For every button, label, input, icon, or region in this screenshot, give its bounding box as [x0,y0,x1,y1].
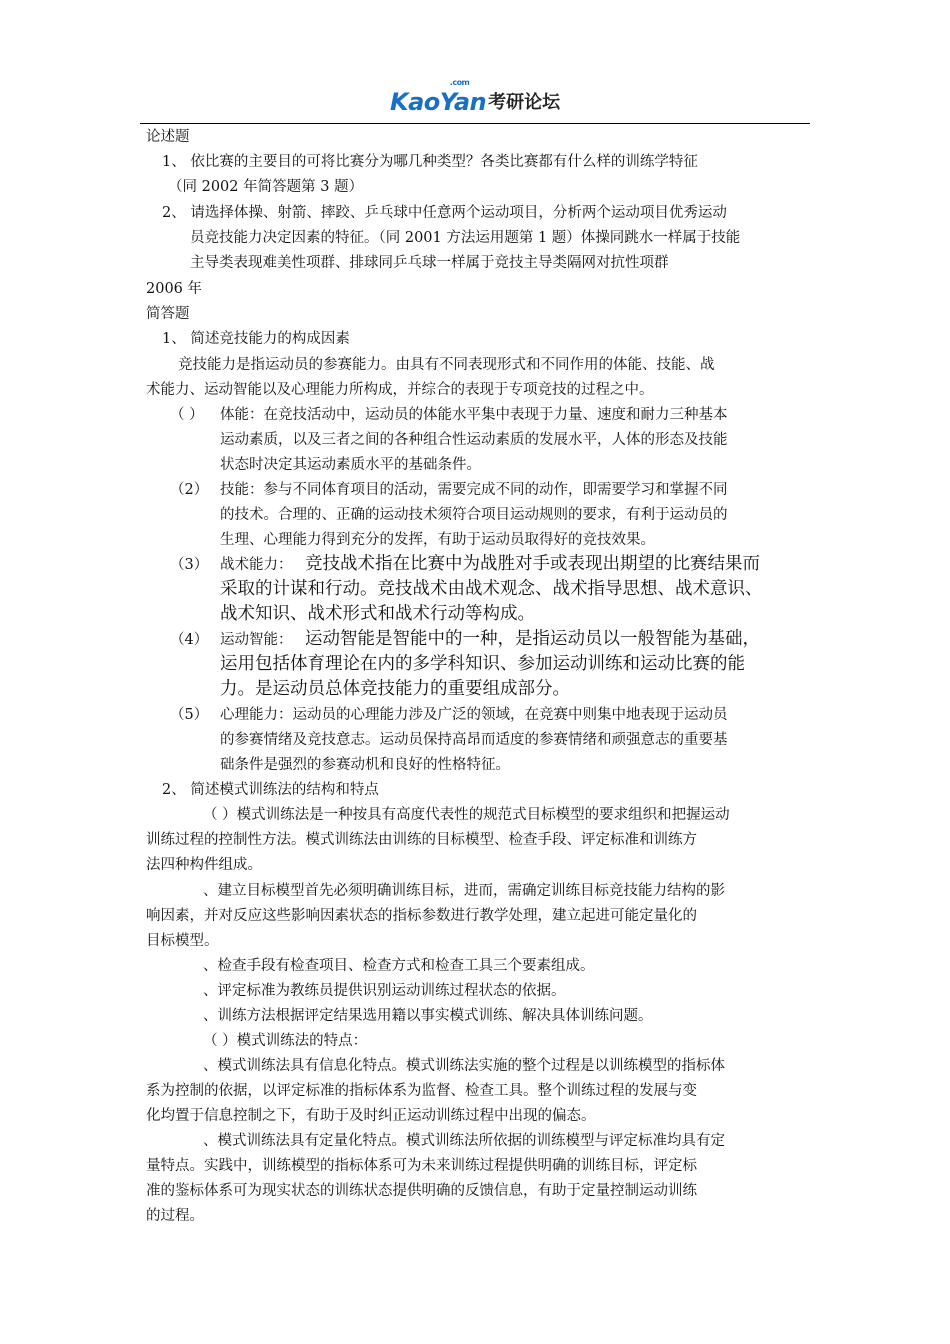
paragraph-label: 运动智能： [220,632,293,648]
section-heading: 简答题 [146,306,190,322]
list-marker: （ ） [170,407,204,423]
list-marker: （3） [170,557,209,573]
question-line: 1、 简述竞技能力的构成因素 [162,331,350,347]
year-heading: 2006 年 [146,281,203,297]
question-line: （同 2002 年简答题第 3 题） [168,179,364,195]
paragraph-line: 准的鉴标体系可为现实状态的训练状态提供明确的反馈信息，有助于定量控制运动训练 [146,1183,697,1199]
paragraph-line: 础条件是强烈的参赛动机和良好的性格特征。 [220,757,510,773]
paragraph-line: 战术知识、战术形式和战术行动等构成。 [220,604,535,624]
paragraph-line: （ ）模式训练法的特点： [203,1033,368,1049]
paragraph-line: 化均置于信息控制之下，有助于及时纠正运动训练过程中出现的偏态。 [146,1108,596,1124]
paragraph-line: （ ）模式训练法是一种按具有高度代表性的规范式目标模型的要求组织和把握运动 [203,807,730,823]
section-heading: 论述题 [146,129,190,145]
logo-text-kao: Kao [390,88,440,116]
paragraph-line: 术能力、运动智能以及心理能力所构成，并综合的表现于专项竞技的过程之中。 [146,382,654,398]
paragraph-line: 竞技战术指在比赛中为战胜对手或表现出期望的比赛结果而 [305,554,760,574]
paragraph-line: 体能：在竞技活动中，运动员的体能水平集中表现于力量、速度和耐力三种基本 [220,407,728,423]
paragraph-line: 量特点。实践中，训练模型的指标体系可为未来训练过程提供明确的训练目标，评定标 [146,1158,697,1174]
logo-text-yan-word: Yan [439,88,487,116]
list-marker: （5） [170,707,209,723]
question-line: 1、 依比赛的主要目的可将比赛分为哪几种类型？各类比赛都有什么样的训练学特征 [162,154,698,170]
paragraph-line: 生理、心理能力得到充分的发挥，有助于运动员取得好的竞技效果。 [220,532,655,548]
logo-text-cn: 考研论坛 [488,92,561,113]
list-marker: （4） [170,632,209,648]
paragraph-line: 的过程。 [146,1208,204,1224]
question-line: 2、 简述模式训练法的结构和特点 [162,782,379,798]
question-line: 2、 请选择体操、射箭、摔跤、乒乓球中任意两个运动项目，分析两个运动项目优秀运动 [162,205,727,221]
paragraph-line: 竞技能力是指运动员的参赛能力。由具有不同表现形式和不同作用的体能、技能、战 [178,357,715,373]
question-line: 主导类表现难美性项群、排球同乒乓球一样属于竞技主导类隔网对抗性项群 [190,255,669,271]
paragraph-line: 、评定标准为教练员提供识别运动训练过程状态的依据。 [203,983,566,999]
paragraph-line: 状态时决定其运动素质水平的基础条件。 [220,457,481,473]
paragraph-label: 战术能力： [220,557,293,573]
list-marker: （2） [170,482,209,498]
header-rule [140,123,810,124]
paragraph-line: 法四种构件组成。 [146,857,262,873]
paragraph-line: 、训练方法根据评定结果选用籍以事实模式训练、解决具体训练问题。 [203,1008,653,1024]
paragraph-line: 目标模型。 [146,933,219,949]
paragraph-line: 、模式训练法具有信息化特点。模式训练法实施的整个过程是以训练模型的指标体 [203,1058,725,1074]
logo-text-com: .com [449,78,470,87]
paragraph-line: 运动智能是智能中的一种，是指运动员以一般智能为基础， [305,629,760,649]
logo-text-yan [439,78,487,116]
kaoyan-logo [390,78,561,116]
paragraph-line: 、模式训练法具有定量化特点。模式训练法所依据的训练模型与评定标准均具有定 [203,1133,725,1149]
paragraph-line: 心理能力：运动员的心理能力涉及广泛的领域，在竞赛中则集中地表现于运动员 [220,707,728,723]
paragraph-line: 采取的计谋和行动。竞技战术由战术观念、战术指导思想、战术意识、 [220,579,763,599]
question-line: 员竞技能力决定因素的特征。（同 2001 方法运用题第 1 题）体操同跳水一样属于技能 [190,230,741,246]
paragraph-line: 力。是运动员总体竞技能力的重要组成部分。 [220,679,570,699]
paragraph-line: 运用包括体育理论在内的多学科知识、参加运动训练和运动比赛的能 [220,654,745,674]
paragraph-line: 响因素，并对反应这些影响因素状态的指标参数进行教学处理，建立起进可能定量化的 [146,908,697,924]
paragraph-line: 技能：参与不同体育项目的活动，需要完成不同的动作，即需要学习和掌握不同 [220,482,728,498]
paragraph-line: 训练过程的控制性方法。模式训练法由训练的目标模型、检查手段、评定标准和训练方 [146,832,697,848]
paragraph-line: 、建立目标模型首先必须明确训练目标，进而，需确定训练目标竞技能力结构的影 [203,883,725,899]
paragraph-line: 的参赛情绪及竞技意志。运动员保持高昂而适度的参赛情绪和顽强意志的重要基 [220,732,728,748]
paragraph-line: 运动素质，以及三者之间的各种组合性运动素质的发展水平，人体的形态及技能 [220,432,728,448]
paragraph-line: 、检查手段有检查项目、检查方式和检查工具三个要素组成。 [203,958,595,974]
paragraph-line: 的技术。合理的、正确的运动技术须符合项目运动规则的要求，有利于运动员的 [220,507,728,523]
paragraph-line: 系为控制的依据，以评定标准的指标体系为监督、检查工具。整个训练过程的发展与变 [146,1083,697,1099]
